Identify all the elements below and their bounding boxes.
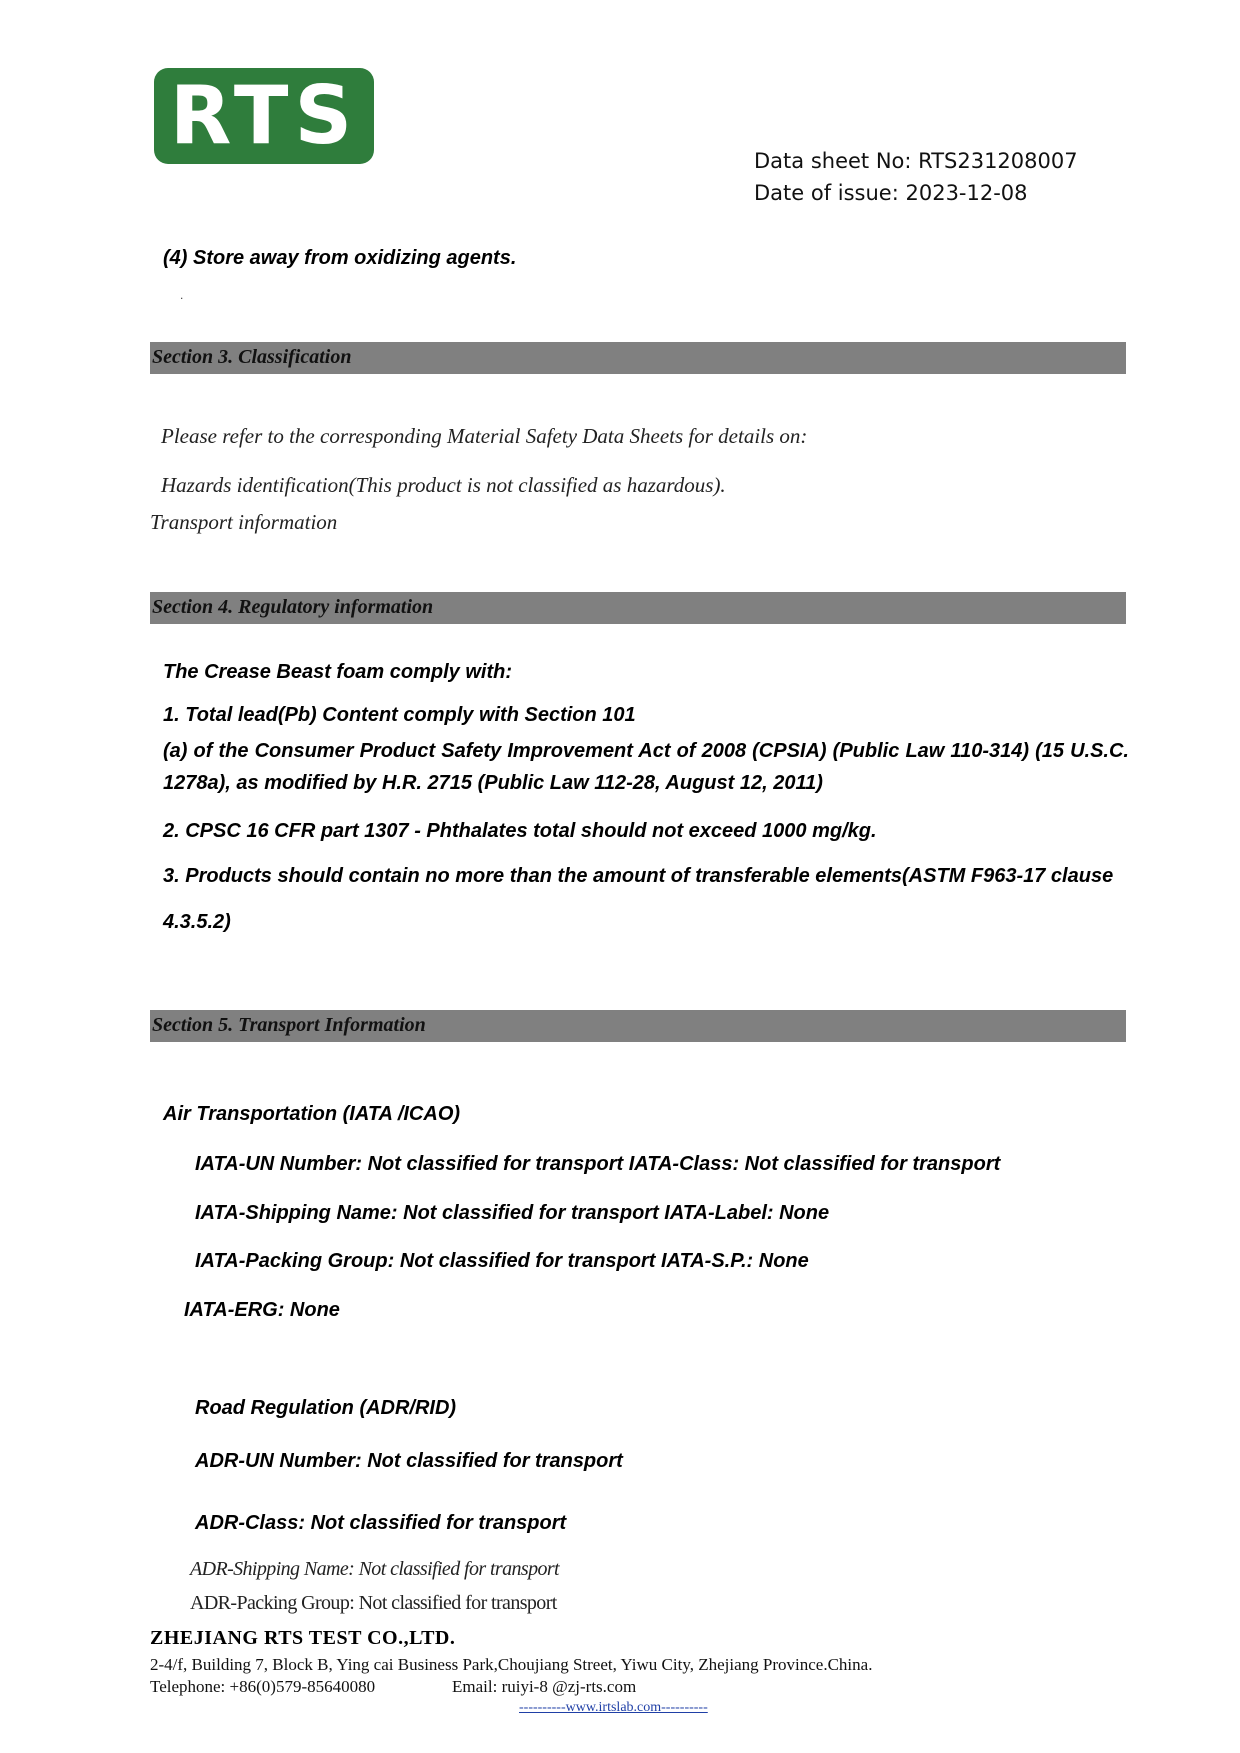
section-4-title: Section 4. Regulatory information [152, 596, 434, 618]
section-4-item-3-continued: 4.3.5.2) [163, 911, 231, 933]
logo-text: RTS [169, 69, 359, 162]
date-of-issue: Date of issue: 2023-12-08 [754, 181, 1028, 205]
adr-un-number: ADR-UN Number: Not classified for transport [195, 1450, 623, 1472]
adr-class: ADR-Class: Not classified for transport [195, 1512, 567, 1534]
rts-logo [154, 68, 374, 164]
section-4-lead: The Crease Beast foam comply with: [163, 661, 512, 683]
iata-erg: IATA-ERG: None [184, 1299, 340, 1321]
data-sheet-number: Data sheet No: RTS231208007 [754, 149, 1078, 173]
section-4-item-2: 2. CPSC 16 CFR part 1307 - Phthalates total should not exceed 1000 mg/kg. [163, 820, 877, 842]
iata-shipping-name: IATA-Shipping Name: Not classified for transport IATA-Label: None [195, 1202, 830, 1224]
section-4-item-1: 1. Total lead(Pb) Content comply with Section 101 [163, 704, 636, 726]
section-3-title: Section 3. Classification [152, 346, 352, 368]
section-3-header [150, 342, 1126, 374]
footer-website-link[interactable]: ----------www.irtslab.com---------- [519, 1700, 708, 1715]
section-5-header [150, 1010, 1126, 1042]
iata-packing-group: IATA-Packing Group: Not classified for transport IATA-S.P.: None [195, 1250, 809, 1272]
section-3-line-1: Please refer to the corresponding Material Safety Data Sheets for details on: [161, 424, 808, 448]
adr-shipping-name: ADR-Shipping Name: Not classified for transport [190, 1558, 560, 1580]
adr-packing-group: ADR-Packing Group: Not classified for transport [190, 1592, 557, 1614]
air-transport-heading: Air Transportation (IATA /ICAO) [163, 1103, 461, 1125]
stray-dot: . [180, 288, 184, 302]
footer-company-name: ZHEJIANG RTS TEST CO.,LTD. [150, 1627, 456, 1649]
section-4-item-1-continued: (a) of the Consumer Product Safety Improvement Act of 2008 (CPSIA) (Public Law 110-314) (15 U.S.C. 1278a), as modified by H.R. 2715 (Public Law 112-28, August 12, 2011) [163, 740, 1129, 794]
road-regulation-heading: Road Regulation (ADR/RID) [195, 1397, 457, 1419]
section-5-title: Section 5. Transport Information [152, 1014, 426, 1036]
section-3-line-2: Hazards identification(This product is not classified as hazardous). [161, 473, 726, 497]
footer-email: Email: ruiyi-8 @zj-rts.com [452, 1677, 637, 1696]
store-away-line: (4) Store away from oxidizing agents. [163, 247, 517, 269]
footer-address: 2-4/f, Building 7, Block B, Ying cai Business Park,Choujiang Street, Yiwu City, Zhejiang Province.China. [150, 1655, 873, 1674]
section-4-header [150, 592, 1126, 624]
section-4-item-3: 3. Products should contain no more than the amount of transferable elements(ASTM F963-17 clause [163, 865, 1114, 887]
iata-un-number: IATA-UN Number: Not classified for transport IATA-Class: Not classified for transport [195, 1153, 1001, 1175]
footer-telephone: Telephone: +86(0)579-85640080 [150, 1677, 376, 1696]
section-3-line-3: Transport information [150, 510, 338, 534]
